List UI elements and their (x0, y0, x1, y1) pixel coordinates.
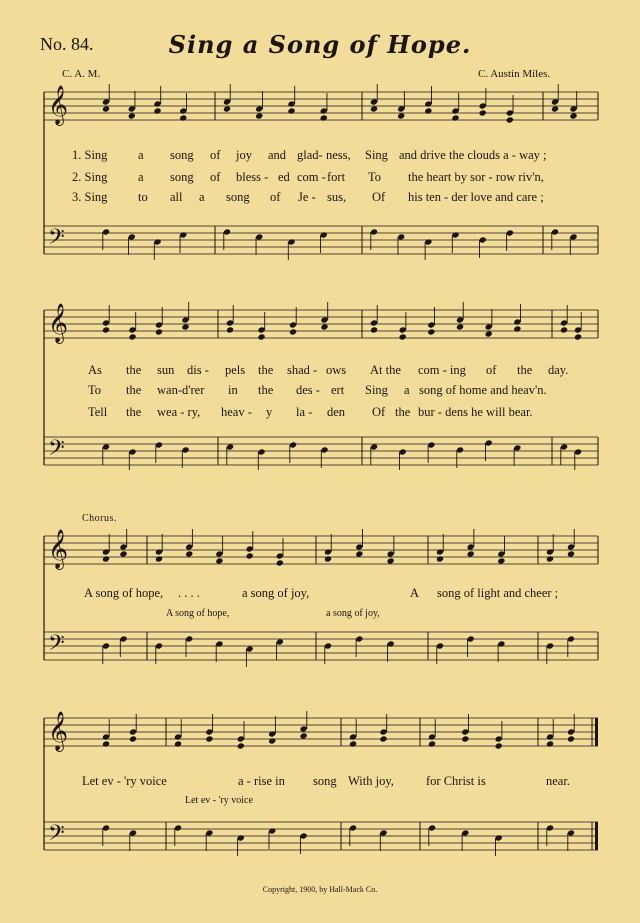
lyric-word: ed (278, 170, 290, 184)
note-head (456, 323, 464, 330)
note-head (320, 114, 328, 121)
lyric-word: com - ing (418, 363, 466, 377)
lyric-word: a (138, 148, 144, 162)
lyric-word: for Christ is (426, 774, 486, 788)
note-head (257, 333, 265, 340)
lyric-word: heav - (221, 405, 252, 419)
note-head (102, 740, 110, 747)
lyric-word: ness, (326, 148, 351, 162)
note-head (287, 107, 295, 114)
note-head (436, 555, 444, 562)
note-head (205, 735, 213, 742)
note-head (102, 555, 110, 562)
lyric-word: glad- (297, 148, 323, 162)
verse-1-line-2 (0, 363, 640, 379)
lyric-word: song of home and heav'n. (419, 383, 547, 397)
lyric-word: com - (297, 170, 326, 184)
lyric-word: 2. Sing (72, 170, 108, 184)
lyric-word: 3. Sing (72, 190, 108, 204)
final-barline (595, 718, 598, 746)
lyric-word: Let ev - 'ry voice (82, 774, 167, 788)
note-head (223, 105, 231, 112)
note-head (355, 550, 363, 557)
lyric-word: and drive the clouds a - way ; (399, 148, 547, 162)
hymn-title: Sing a Song of Hope. (168, 30, 472, 59)
verse-2-line-2 (0, 383, 640, 399)
note-head (185, 550, 193, 557)
treble-clef-icon: 𝄞 (48, 303, 69, 343)
note-head (370, 105, 378, 112)
note-head (574, 333, 582, 340)
lyric-word: the (517, 363, 533, 377)
lyric-word: At the (370, 363, 401, 377)
lyric-word: near. (546, 774, 570, 788)
lyric-word: 1. Sing (72, 148, 108, 162)
treble-clef-icon: 𝄞 (48, 529, 69, 569)
lyric-word: a (404, 383, 410, 397)
lyric-word: des - (296, 383, 320, 397)
bass-clef-icon: 𝄢 (48, 436, 65, 466)
verse-1-line-1 (0, 148, 640, 164)
lyric-word: a song of joy, (242, 586, 310, 600)
note-head (153, 107, 161, 114)
note-head (119, 550, 127, 557)
lyric-word: song of light and cheer ; (437, 586, 559, 600)
verse-2-line-1 (0, 170, 640, 186)
bass-clef-icon: 𝄢 (48, 631, 65, 661)
hymn-number: No. 84. (40, 34, 94, 54)
note-head (276, 559, 284, 566)
lyric-word: bur - dens he will bear. (418, 405, 533, 419)
lyric-word: joy (236, 148, 252, 162)
chorus-line-1 (0, 586, 640, 602)
note-head (102, 326, 110, 333)
chorus-line-2 (0, 774, 640, 790)
note-head (174, 740, 182, 747)
note-head (181, 323, 189, 330)
lyric-word: sun (157, 363, 175, 377)
note-head (349, 740, 357, 747)
note-head (428, 740, 436, 747)
note-head (495, 742, 503, 749)
lyric-word: shad - (287, 363, 318, 377)
lyric-word: Sing (365, 383, 388, 397)
lyric-word: wea - ry, (157, 405, 201, 419)
lyric-word: A song of hope, (166, 608, 230, 619)
lyric-word: A (410, 586, 420, 600)
lyric-word: bless - (236, 170, 269, 184)
lyric-word: wan-d'rer (157, 383, 205, 397)
note-head (155, 555, 163, 562)
lyric-word: the (258, 383, 274, 397)
note-head (461, 735, 469, 742)
note-head (129, 735, 137, 742)
lyric-word: a (199, 190, 205, 204)
lyric-word: song (313, 774, 337, 788)
note-head (399, 333, 407, 340)
note-head (155, 328, 163, 335)
lyric-word: den (327, 405, 346, 419)
note-head (226, 326, 234, 333)
note-head (451, 114, 459, 121)
lyric-word: the (126, 363, 142, 377)
lyric-word: ert (331, 383, 345, 397)
lyric-word: a (138, 170, 144, 184)
lyric-word: a song of joy, (326, 608, 380, 619)
lyric-word: . . . . (178, 586, 200, 600)
verse-3-line-1 (0, 190, 640, 206)
note-head (324, 555, 332, 562)
lyric-word: of (270, 190, 281, 204)
note-head (479, 109, 487, 116)
lyric-word: the (126, 383, 142, 397)
note-head (546, 555, 554, 562)
note-head (246, 552, 254, 559)
treble-clef-icon: 𝄞 (48, 85, 69, 125)
note-head (506, 116, 514, 123)
lyric-word: Sing (365, 148, 388, 162)
lyric-word: fort (327, 170, 346, 184)
note-head (513, 325, 521, 332)
note-head (370, 326, 378, 333)
lyric-word: of (210, 148, 221, 162)
note-head (467, 550, 475, 557)
note-head (102, 105, 110, 112)
lyric-word: of (486, 363, 497, 377)
lyric-word: As (88, 363, 102, 377)
lyric-word: the (258, 363, 274, 377)
note-head (567, 550, 575, 557)
lyric-word: of (210, 170, 221, 184)
lyric-word: the (126, 405, 142, 419)
lyric-word: A song of hope, (84, 586, 164, 600)
note-head (427, 328, 435, 335)
chorus-label: Chorus. (82, 513, 117, 524)
lyric-word: dis - (187, 363, 209, 377)
note-head (424, 107, 432, 114)
composer-credit: C. Austin Miles. (478, 68, 551, 80)
lyric-word: Of (372, 405, 386, 419)
lyric-word: song (226, 190, 250, 204)
lyricist-credit: C. A. M. (62, 68, 101, 80)
note-head (546, 740, 554, 747)
note-head (567, 735, 575, 742)
note-head (320, 323, 328, 330)
lyric-word: la - (296, 405, 313, 419)
lyric-word: to (138, 190, 148, 204)
bass-clef-icon: 𝄢 (48, 225, 65, 255)
lyric-word: pels (225, 363, 246, 377)
note-head (237, 742, 245, 749)
note-head (497, 557, 505, 564)
note-head (215, 557, 223, 564)
treble-clef-icon: 𝄞 (48, 711, 69, 751)
lyric-word: in (228, 383, 238, 397)
lyric-word: a - rise in (238, 774, 285, 788)
note-head (569, 112, 577, 119)
lyric-word: his ten - der love and care ; (408, 190, 544, 204)
chorus-bass-lyrics-2 (0, 795, 640, 811)
lyric-word: ows (326, 363, 347, 377)
lyric-word: the heart by sor - row riv'n, (408, 170, 544, 184)
lyric-word: the (395, 405, 411, 419)
lyric-word: y (266, 405, 273, 419)
note-head (128, 112, 136, 119)
lyric-word: Of (372, 190, 386, 204)
lyric-word: Je - (298, 190, 316, 204)
chorus-bass-lyrics-1 (0, 608, 640, 624)
note-head (485, 330, 493, 337)
lyric-word: To (88, 383, 102, 397)
note-head (289, 328, 297, 335)
note-head (128, 333, 136, 340)
note-head (387, 557, 395, 564)
copyright-notice: Copyright, 1900, by Hall-Mack Co. (262, 885, 378, 894)
lyric-word: and (268, 148, 287, 162)
note-head (255, 112, 263, 119)
lyric-word: sus, (327, 190, 347, 204)
note-head (300, 732, 308, 739)
lyric-word: Let ev - 'ry voice (185, 795, 253, 806)
lyric-word: With joy, (348, 774, 394, 788)
lyric-word: all (170, 190, 183, 204)
note-head (268, 737, 276, 744)
lyric-word: song (170, 148, 194, 162)
note-head (551, 105, 559, 112)
note-head (397, 112, 405, 119)
note-head (379, 735, 387, 742)
bass-clef-icon: 𝄢 (48, 821, 65, 851)
lyric-word: song (170, 170, 194, 184)
verse-3-line-2 (0, 405, 640, 421)
lyric-word: Tell (88, 405, 108, 419)
final-barline (595, 822, 598, 850)
lyric-word: To (368, 170, 382, 184)
note-head (560, 326, 568, 333)
note-head (179, 114, 187, 121)
lyric-word: day. (548, 363, 569, 377)
